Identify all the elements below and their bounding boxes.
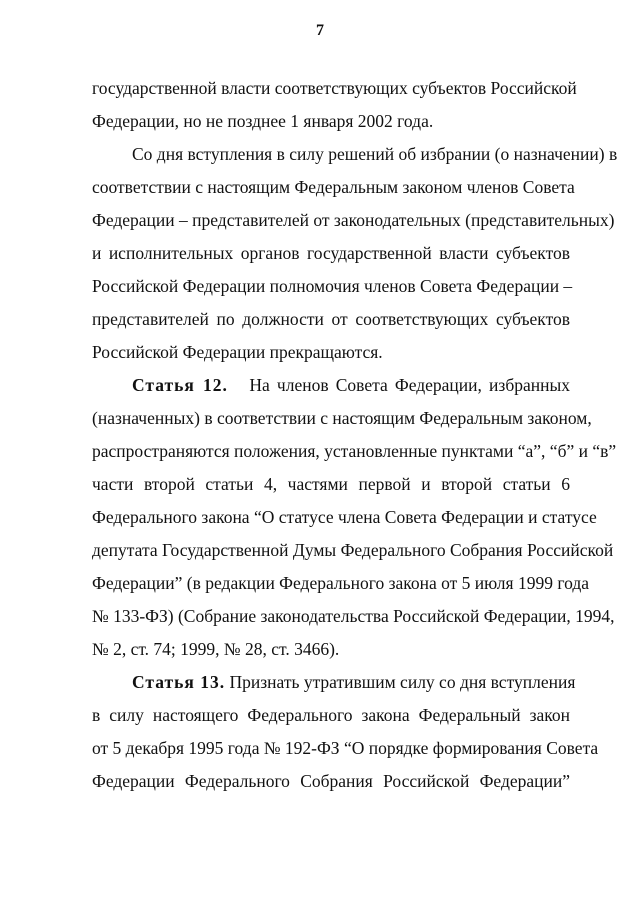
article-heading: Статья 13.: [132, 672, 226, 692]
article-13: [92, 666, 599, 798]
text-line: в силу настоящего Федерального закона Федеральный закон: [92, 705, 570, 725]
text-line: Российской Федерации полномочия членов Совета Федерации –: [92, 276, 573, 296]
text-line: Со дня вступления в силу решений об избрании (о назначении) в: [132, 144, 618, 164]
article-text: Признать утратившим силу со дня вступления: [229, 672, 576, 692]
article-heading: Статья 12.: [132, 375, 228, 395]
text-line: депутата Государственной Думы Федерального Собрания Российской: [92, 540, 614, 560]
text-line: и исполнительных органов государственной власти субъектов: [92, 243, 570, 263]
page-number: 7: [316, 22, 324, 39]
text-line: Федерации, но не позднее 1 января 2002 года.: [92, 111, 434, 131]
text-line: представителей по должности от соответствующих субъектов: [92, 309, 570, 329]
text-line: Федерации – представителей от законодательных (представительных): [92, 210, 615, 230]
text-line: [92, 666, 576, 699]
text-line: Федерации” (в редакции Федерального закона от 5 июля 1999 года: [92, 573, 589, 593]
article-12: [92, 369, 617, 666]
text-line: Федерального закона “О статусе члена Совета Федерации и статусе: [92, 507, 597, 527]
article-text: На членов Совета Федерации, избранных: [249, 375, 570, 395]
text-line: от 5 декабря 1995 года № 192-ФЗ “О порядке формирования Совета: [92, 738, 599, 758]
text-line: № 2, ст. 74; 1999, № 28, ст. 3466).: [92, 639, 340, 659]
text-line: государственной власти соответствующих субъектов Российской: [92, 78, 577, 98]
text-line: (назначенных) в соответствии с настоящим Федеральным законом,: [92, 408, 592, 428]
text-line: Российской Федерации прекращаются.: [92, 342, 383, 362]
paragraph-continuation: [92, 72, 577, 138]
paragraph-termination-of-powers: [92, 138, 618, 369]
text-line: № 133-ФЗ) (Собрание законодательства Российской Федерации, 1994,: [92, 606, 615, 626]
text-line: Федерации Федерального Собрания Российской Федерации”: [92, 771, 570, 791]
text-line: части второй статьи 4, частями первой и второй статьи 6: [92, 474, 570, 494]
text-line: распространяются положения, установленные пунктами “а”, “б” и “в”: [92, 441, 617, 461]
document-body: [92, 72, 618, 798]
text-line: [92, 369, 570, 402]
text-line: соответствии с настоящим Федеральным законом членов Совета: [92, 177, 575, 197]
